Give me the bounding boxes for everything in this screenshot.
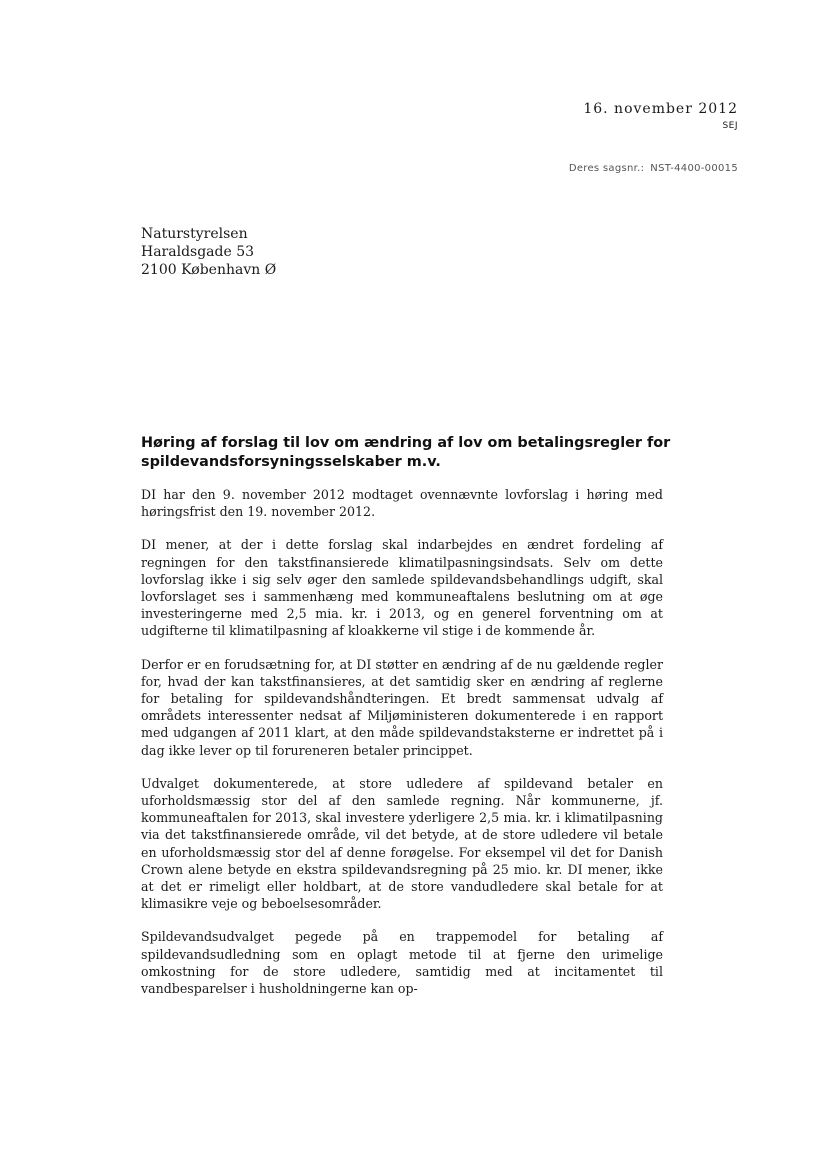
letter-subject: Høring af forslag til lov om ændring af lov om betalingsregler for spildevandsforsyningsselskaber m.v.	[141, 435, 671, 470]
reference-label: Deres sagsnr.:	[568, 163, 645, 174]
case-reference	[569, 163, 738, 174]
sender-initials: SEJ	[722, 121, 738, 131]
body-paragraph: DI har den 9. november 2012 modtaget ovennævnte lovforslag i høring med høringsfrist den 19. november 2012.	[141, 487, 663, 520]
recipient-address	[141, 225, 276, 279]
reference-value: NST-4400-00015	[650, 163, 738, 174]
body-paragraph: DI mener, at der i dette forslag skal indarbejdes en ændret fordeling af regningen for den takstfinansierede klimatilpasningsindsats. Selv om dette lovforslag ikke i sig selv øger den samlede spildevandsbehandlings udgift, skal lovforslaget ses i sammenhæng med kommuneaftalens beslutning om at øge investeringerne med 2,5 mia. kr. i 2013, og en generel forventning om at udgifterne til klimatilpasning af kloakkerne vil stige i de kommende år.	[141, 537, 663, 639]
recipient-name: Naturstyrelsen	[141, 226, 248, 242]
body-paragraph: Derfor er en forudsætning for, at DI støtter en ændring af de nu gældende regler for, hvad der kan takstfinansieres, at det samtidig sker en ændring af reglerne for betaling for spildevandshåndteringen. Et bredt sammensat udvalg af områdets interessenter nedsat af Miljøministeren dokumenterede i en rapport med udgangen af 2011 klart, at den måde spildevandstaksterne er indrettet på i dag ikke lever op til forureneren betaler princippet.	[141, 656, 663, 758]
letter-body	[141, 486, 663, 1013]
recipient-street: Haraldsgade 53	[141, 244, 255, 260]
body-paragraph: Spildevandsudvalget pegede på en trappemodel for betaling af spildevandsudledning som en oplagt metode til at fjerne den urimelige omkostning for de store udledere, samtidig med at incitamentet til vandbesparelser i husholdningerne kan op-	[141, 929, 663, 997]
body-paragraph: Udvalget dokumenterede, at store udledere af spildevand betaler en uforholdsmæssig stor del af den samlede regning. Når kommunerne, jf. kommuneaftalen for 2013, skal investere yderligere 2,5 mia. kr. i klimatilpasning via det takstfinansierede område, vil det betyde, at de store udledere vil betale en uforholdsmæssig stor del af denne forøgelse. For eksempel vil det for Danish Crown alene betyde en ekstra spildevandsregning på 25 mio. kr. DI mener, ikke at det er rimeligt eller holdbart, at de store vandudledere skal betale for at klimasikre veje og beboelsesområder.	[141, 775, 663, 912]
letter-date: 16. november 2012	[583, 101, 738, 117]
recipient-city: 2100 København Ø	[141, 262, 277, 278]
